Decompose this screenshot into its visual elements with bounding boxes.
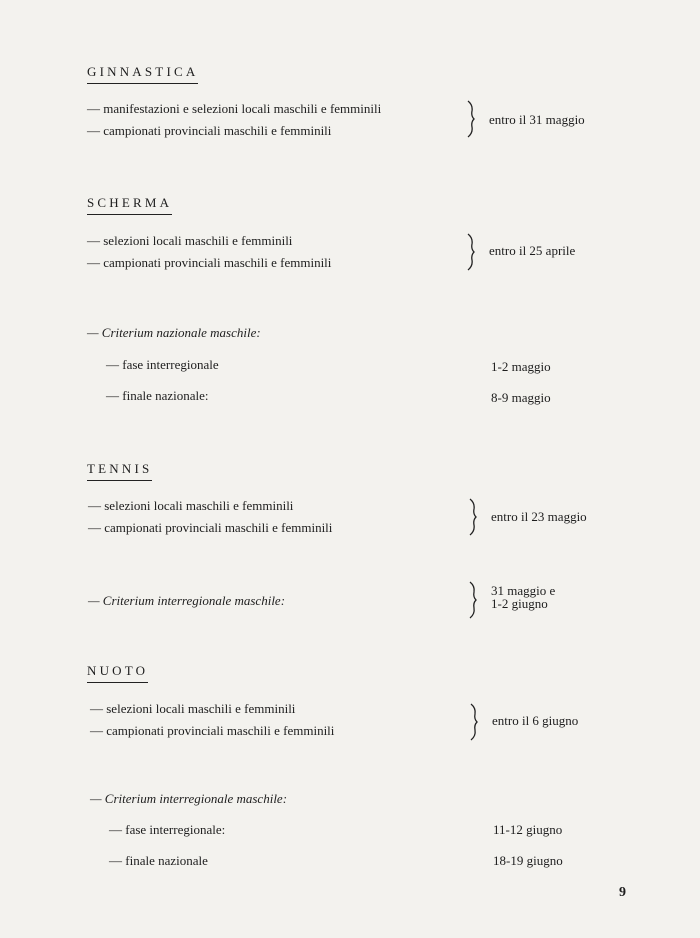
- scherma-item-1: — selezioni locali maschili e femminili: [87, 233, 293, 248]
- section-heading-scherma: SCHERMA: [87, 196, 172, 215]
- brace-icon: [466, 498, 480, 536]
- nuoto-item-1: — selezioni locali maschili e femminili: [90, 701, 296, 716]
- ginnastica-item-1: — manifestazioni e selezioni locali maschili e femminili: [87, 101, 382, 116]
- brace-icon: [464, 100, 478, 138]
- scherma-phase-2-label: — finale nazionale:: [106, 388, 209, 403]
- ginnastica-deadline: entro il 31 maggio: [489, 112, 585, 127]
- brace-icon: [467, 703, 481, 741]
- scherma-item-2: — campionati provinciali maschili e femminili: [87, 255, 332, 270]
- nuoto-phase-2-date: 18-19 giugno: [493, 853, 563, 868]
- tennis-item-2: — campionati provinciali maschili e femminili: [88, 520, 333, 535]
- scherma-criterium-title: — Criterium nazionale maschile:: [87, 325, 261, 340]
- brace-icon: [464, 233, 478, 271]
- scherma-phase-1-label: — fase interregionale: [106, 357, 219, 372]
- brace-icon: [466, 581, 480, 619]
- scherma-deadline: entro il 25 aprile: [489, 243, 576, 258]
- nuoto-criterium-title: — Criterium interregionale maschile:: [90, 791, 288, 806]
- tennis-criterium-title: — Criterium interregionale maschile:: [88, 593, 286, 608]
- page-number: 9: [619, 885, 626, 900]
- section-heading-nuoto: NUOTO: [87, 664, 148, 683]
- nuoto-item-2: — campionati provinciali maschili e femminili: [90, 723, 335, 738]
- tennis-deadline: entro il 23 maggio: [491, 509, 587, 524]
- tennis-criterium-date-2: 1-2 giugno: [491, 596, 548, 611]
- nuoto-phase-1-label: — fase interregionale:: [109, 822, 226, 837]
- tennis-criterium-date-1: 31 maggio e: [491, 583, 556, 598]
- scherma-phase-1-date: 1-2 maggio: [491, 359, 551, 374]
- ginnastica-item-2: — campionati provinciali maschili e femminili: [87, 123, 332, 138]
- nuoto-phase-1-date: 11-12 giugno: [493, 822, 563, 837]
- tennis-item-1: — selezioni locali maschili e femminili: [88, 498, 294, 513]
- nuoto-phase-2-label: — finale nazionale: [109, 853, 208, 868]
- section-heading-tennis: TENNIS: [87, 462, 152, 481]
- scherma-phase-2-date: 8-9 maggio: [491, 390, 551, 405]
- nuoto-deadline: entro il 6 giugno: [492, 713, 579, 728]
- section-heading-ginnastica: GINNASTICA: [87, 65, 198, 84]
